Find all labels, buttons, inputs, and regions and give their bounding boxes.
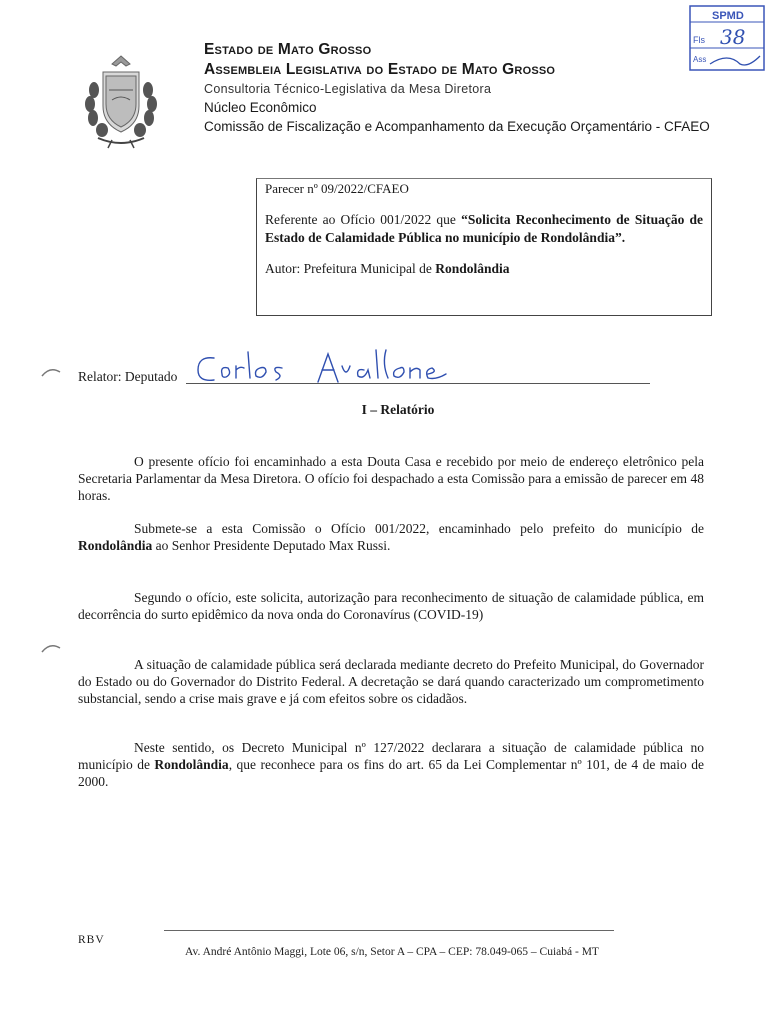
paragraph-2-text-a: Submete-se a esta Comissão o Ofício 001/2022, encaminhado pelo prefeito do município de <box>134 521 704 536</box>
parecer-box <box>256 178 712 316</box>
author-prefix: Autor: Prefeitura Municipal de <box>265 261 436 276</box>
stamp-initials-signature <box>710 56 760 65</box>
paragraph-5-municipality: Rondolândia <box>154 757 229 772</box>
paragraph-3-text: Segundo o ofício, este solicita, autorização para reconhecimento de situação de calamidade pública, em decorrência do surto epidêmico da nova onda do Coronavírus (COVID-19) <box>78 590 704 622</box>
state-name: Estado de Mato Grosso <box>204 41 372 58</box>
reference-prefix: Referente ao Ofício 001/2022 que <box>265 212 462 227</box>
consultancy-name: Consultoria Técnico-Legislativa da Mesa Diretora <box>204 82 492 96</box>
relator-label: Relator: Deputado <box>78 369 178 384</box>
stamp-fls-label: Fls <box>693 35 705 45</box>
stamp-title: SPMD <box>712 10 744 22</box>
paragraph-2-municipality: Rondolândia <box>78 538 153 553</box>
reference-subject: “Solicita Reconhecimento de Situação de Estado de Calamidade Pública no município de Rondolândia”. <box>265 212 704 245</box>
stamp-page-number: 38 <box>720 25 746 49</box>
parecer-author <box>265 261 703 277</box>
author-municipality: Rondolândia <box>435 261 510 276</box>
paragraph-5-text-a: Neste sentido, os Decreto Municipal nº 127/2022 declarara a situação de calamidade pública no município de <box>78 740 704 772</box>
paragraph-2-text-b: ao Senhor Presidente Deputado Max Russi. <box>152 538 391 553</box>
section-title: I – Relatório <box>361 402 435 417</box>
paragraph-1-text: O presente ofício foi encaminhado a esta Douta Casa e recebido por meio de endereço eletrônico pela Secretaria Parlamentar da Mesa Diretora. O ofício foi despachado a esta Comissão para a emissão de parecer em 48 horas. <box>78 454 704 503</box>
parecer-number: Parecer nº 09/2022/CFAEO <box>265 181 409 196</box>
author-initials: RBV <box>78 934 105 946</box>
relator-signature <box>192 344 452 388</box>
parecer-reference <box>265 211 703 247</box>
paragraph-4 <box>78 656 704 707</box>
nucleus-name: Núcleo Econômico <box>204 100 317 115</box>
stamp-ass-label: Ass <box>693 55 707 64</box>
paragraph-3 <box>78 589 704 623</box>
coat-of-arms-logo <box>78 50 164 150</box>
spmd-stamp <box>688 4 766 74</box>
paragraph-2 <box>78 520 704 554</box>
margin-mark <box>40 640 62 654</box>
letterhead <box>204 40 710 136</box>
paragraph-5-text-b: , que reconhece para os fins do art. 65 da Lei Complementar nº 101, de 4 de maio de 2000. <box>78 757 704 789</box>
committee-name: Comissão de Fiscalização e Acompanhamento da Execução Orçamentário - CFAEO <box>204 119 710 134</box>
assembly-name: Assembleia Legislativa do Estado de Mato Grosso <box>204 61 556 78</box>
footer-divider <box>164 930 614 931</box>
paragraph-1 <box>78 453 704 504</box>
footer-address: Av. André Antônio Maggi, Lote 06, s/n, Setor A – CPA – CEP: 78.049-065 – Cuiabá - MT <box>185 946 599 958</box>
paragraph-4-text: A situação de calamidade pública será declarada mediante decreto do Prefeito Municipal, do Governador do Estado ou do Governador do Distrito Federal. A decretação se dará quando caracterizado um comprometimento substancial, sendo a crise mais grave e já com efeitos sobre os cidadãos. <box>78 657 704 706</box>
paragraph-5 <box>78 739 704 790</box>
margin-mark <box>40 364 62 378</box>
